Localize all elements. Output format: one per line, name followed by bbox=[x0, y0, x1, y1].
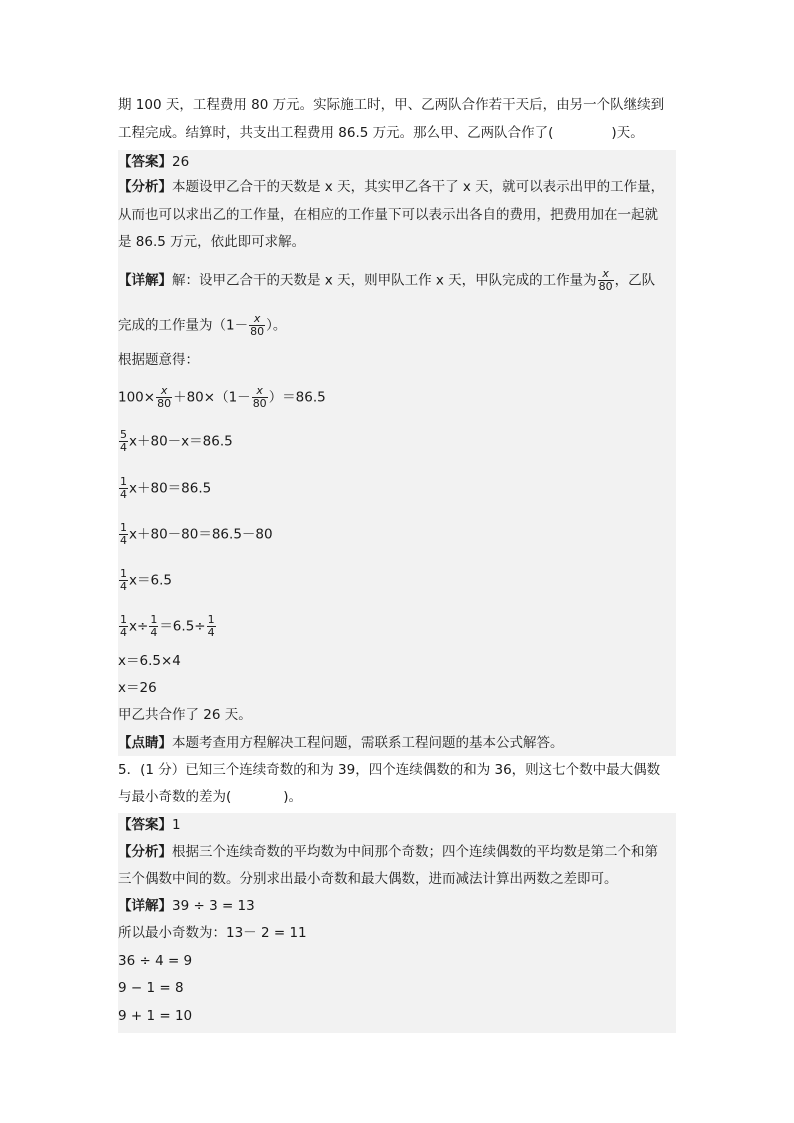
q4-text-line1: 期 100 天，工程费用 80 万元。实际施工时，甲、乙两队合作若干天后，由另一个队继续到 bbox=[118, 97, 665, 113]
fraction-x-over-80: $\frac{x}{80}$ bbox=[157, 384, 172, 410]
analysis-tag: 【分析】 bbox=[118, 844, 172, 860]
detail-tag: 【详解】 bbox=[118, 898, 172, 914]
equation-5: $\frac{1}{4}$ x＝6.5 bbox=[120, 567, 172, 593]
answer-tag: 【答案】 bbox=[118, 154, 172, 170]
equation-3: $\frac{1}{4}$ x＋80＝86.5 bbox=[120, 475, 212, 501]
equation-7: x＝6.5×4 bbox=[118, 653, 181, 669]
q5-answer: 【答案】1 bbox=[118, 817, 181, 833]
fraction-5-over-4: $\frac{5}{4}$ bbox=[120, 428, 127, 454]
analysis-tag: 【分析】 bbox=[118, 179, 172, 195]
q4-analysis-line2: 从而也可以求出乙的工作量，在相应的工作量下可以表示出各自的费用，把费用加在一起就 bbox=[118, 207, 658, 223]
answer-tag: 【答案】 bbox=[118, 817, 172, 833]
equation-1: 100× $\frac{x}{80}$ ＋80×（1－ $\frac{x}{80}$ ）＝86.5 bbox=[118, 384, 326, 410]
q4-answer: 【答案】26 bbox=[118, 154, 190, 170]
q4-text-line2: 工程完成。结算时，共支出工程费用 86.5 万元。那么甲、乙两队合作了( )天。 bbox=[118, 125, 644, 141]
q4-detail-line1: 【详解】解：设甲乙合干的天数是 x 天，则甲队工作 x 天，甲队完成的工作量为 $\frac{x}{80}$ ，乙队 bbox=[118, 267, 656, 293]
fraction-1-over-4: $\frac{1}{4}$ bbox=[120, 567, 127, 593]
fraction-x-over-80: $\frac{x}{80}$ bbox=[252, 384, 267, 410]
q4-detail-line2: 完成的工作量为（1－ $\frac{x}{80}$ ）。 bbox=[118, 312, 287, 338]
equation-6: $\frac{1}{4}$ x÷ $\frac{1}{4}$ ＝6.5÷ $\frac{1}{4}$ bbox=[120, 613, 215, 639]
equation-8: x＝26 bbox=[118, 680, 157, 696]
fraction-x-over-80: $\frac{x}{80}$ bbox=[598, 267, 613, 293]
fraction-1-over-4: $\frac{1}{4}$ bbox=[120, 475, 127, 501]
q5-text-line2: 与最小奇数的差为( )。 bbox=[118, 789, 303, 805]
q5-text-line1: 5．(1 分）已知三个连续奇数的和为 39，四个连续偶数的和为 36，则这七个数中最大偶数 bbox=[118, 762, 661, 778]
q5-analysis-line2: 三个偶数中间的数。分别求出最小奇数和最大偶数，进而减法计算出两数之差即可。 bbox=[118, 871, 618, 887]
detail-tag: 【详解】 bbox=[118, 272, 172, 289]
comment-tag: 【点睛】 bbox=[118, 735, 172, 751]
q5-analysis-line1: 【分析】根据三个连续奇数的平均数为中间那个奇数；四个连续偶数的平均数是第二个和第 bbox=[118, 844, 658, 860]
fraction-1-over-4: $\frac{1}{4}$ bbox=[150, 613, 158, 639]
q4-conclusion: 甲乙共合作了 26 天。 bbox=[118, 707, 252, 723]
q5-calc-5: 9 + 1 = 10 bbox=[118, 1008, 193, 1024]
q4-detail-line3: 根据题意得： bbox=[118, 352, 199, 368]
fraction-1-over-4: $\frac{1}{4}$ bbox=[207, 613, 215, 639]
q4-analysis-line3: 是 86.5 万元，依此即可求解。 bbox=[118, 234, 306, 250]
fraction-x-over-80: $\frac{x}{80}$ bbox=[250, 312, 265, 338]
equation-4: $\frac{1}{4}$ x＋80－80＝86.5－80 bbox=[120, 521, 273, 547]
q5-calc-3: 36 ÷ 4 = 9 bbox=[118, 953, 193, 969]
fraction-1-over-4: $\frac{1}{4}$ bbox=[120, 521, 127, 547]
q5-calc-4: 9 − 1 = 8 bbox=[118, 980, 184, 996]
q4-analysis-line1: 【分析】本题设甲乙合干的天数是 x 天，其实甲乙各干了 x 天，就可以表示出甲的工作量， bbox=[118, 179, 665, 195]
fraction-1-over-4: $\frac{1}{4}$ bbox=[120, 613, 127, 639]
q5-calc-2: 所以最小奇数为：13－ 2 = 11 bbox=[118, 925, 307, 941]
equation-2: $\frac{5}{4}$ x＋80－x＝86.5 bbox=[120, 428, 233, 454]
q4-comment: 【点睛】本题考查用方程解决工程问题，需联系工程问题的基本公式解答。 bbox=[118, 735, 564, 751]
q5-detail: 【详解】39 ÷ 3 = 13 bbox=[118, 898, 255, 914]
